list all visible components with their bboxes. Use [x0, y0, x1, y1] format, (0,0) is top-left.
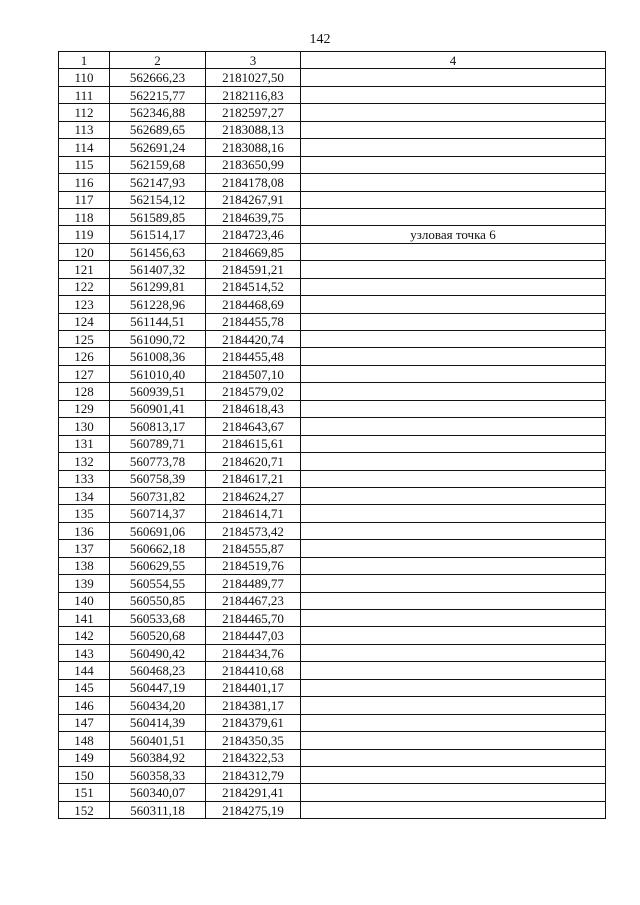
point-number-cell: 114	[59, 139, 110, 156]
point-number-cell: 150	[59, 766, 110, 783]
column-header-4: 4	[301, 52, 606, 69]
point-number-cell: 127	[59, 365, 110, 382]
x-coordinate-cell: 560901,41	[110, 400, 206, 417]
note-cell	[301, 784, 606, 801]
table-row	[59, 278, 606, 295]
point-number-cell: 130	[59, 418, 110, 435]
x-coordinate-cell: 562346,88	[110, 104, 206, 121]
x-coordinate-cell: 560550,85	[110, 592, 206, 609]
table-row	[59, 557, 606, 574]
point-number-cell: 133	[59, 470, 110, 487]
table-row	[59, 296, 606, 313]
x-coordinate-cell: 560691,06	[110, 522, 206, 539]
x-coordinate-cell: 561090,72	[110, 331, 206, 348]
x-coordinate-cell: 561299,81	[110, 278, 206, 295]
point-number-cell: 142	[59, 627, 110, 644]
note-cell	[301, 592, 606, 609]
point-number-cell: 116	[59, 174, 110, 191]
table-row	[59, 679, 606, 696]
point-number-cell: 138	[59, 557, 110, 574]
table-row	[59, 156, 606, 173]
x-coordinate-cell: 560939,51	[110, 383, 206, 400]
note-cell	[301, 732, 606, 749]
y-coordinate-cell: 2184573,42	[206, 522, 301, 539]
y-coordinate-cell: 2184267,91	[206, 191, 301, 208]
note-cell	[301, 348, 606, 365]
x-coordinate-cell: 560773,78	[110, 453, 206, 470]
x-coordinate-cell: 560813,17	[110, 418, 206, 435]
note-cell: узловая точка 6	[301, 226, 606, 243]
point-number-cell: 147	[59, 714, 110, 731]
point-number-cell: 115	[59, 156, 110, 173]
note-cell	[301, 313, 606, 330]
table-row	[59, 697, 606, 714]
point-number-cell: 123	[59, 296, 110, 313]
table-row	[59, 505, 606, 522]
column-header-2: 2	[110, 52, 206, 69]
y-coordinate-cell: 2183088,16	[206, 139, 301, 156]
x-coordinate-cell: 562689,65	[110, 121, 206, 138]
y-coordinate-cell: 2184507,10	[206, 365, 301, 382]
x-coordinate-cell: 560520,68	[110, 627, 206, 644]
y-coordinate-cell: 2184350,35	[206, 732, 301, 749]
note-cell	[301, 139, 606, 156]
note-cell	[301, 627, 606, 644]
note-cell	[301, 383, 606, 400]
y-coordinate-cell: 2184455,48	[206, 348, 301, 365]
y-coordinate-cell: 2184322,53	[206, 749, 301, 766]
x-coordinate-cell: 561407,32	[110, 261, 206, 278]
table-row	[59, 453, 606, 470]
x-coordinate-cell: 561008,36	[110, 348, 206, 365]
note-cell	[301, 714, 606, 731]
y-coordinate-cell: 2184465,70	[206, 610, 301, 627]
table-row	[59, 174, 606, 191]
point-number-cell: 145	[59, 679, 110, 696]
note-cell	[301, 208, 606, 225]
y-coordinate-cell: 2184617,21	[206, 470, 301, 487]
x-coordinate-cell: 560731,82	[110, 487, 206, 504]
x-coordinate-cell: 560662,18	[110, 540, 206, 557]
y-coordinate-cell: 2184379,61	[206, 714, 301, 731]
page-number: 142	[309, 32, 331, 47]
point-number-cell: 118	[59, 208, 110, 225]
table-row	[59, 540, 606, 557]
y-coordinate-cell: 2184275,19	[206, 801, 301, 818]
table-row	[59, 383, 606, 400]
note-cell	[301, 296, 606, 313]
table-row	[59, 749, 606, 766]
note-cell	[301, 261, 606, 278]
y-coordinate-cell: 2181027,50	[206, 69, 301, 86]
table-row	[59, 662, 606, 679]
table-row	[59, 313, 606, 330]
y-coordinate-cell: 2184723,46	[206, 226, 301, 243]
table-row	[59, 766, 606, 783]
point-number-cell: 139	[59, 575, 110, 592]
y-coordinate-cell: 2184381,17	[206, 697, 301, 714]
note-cell	[301, 331, 606, 348]
table-row	[59, 365, 606, 382]
table-row	[59, 121, 606, 138]
point-number-cell: 134	[59, 487, 110, 504]
table-row	[59, 714, 606, 731]
table-row	[59, 69, 606, 86]
table-row	[59, 784, 606, 801]
point-number-cell: 119	[59, 226, 110, 243]
y-coordinate-cell: 2184178,08	[206, 174, 301, 191]
x-coordinate-cell: 560533,68	[110, 610, 206, 627]
x-coordinate-cell: 561456,63	[110, 243, 206, 260]
note-cell	[301, 278, 606, 295]
note-cell	[301, 365, 606, 382]
table-row	[59, 86, 606, 103]
y-coordinate-cell: 2184624,27	[206, 487, 301, 504]
note-cell	[301, 679, 606, 696]
point-number-cell: 124	[59, 313, 110, 330]
y-coordinate-cell: 2184468,69	[206, 296, 301, 313]
table-row	[59, 644, 606, 661]
x-coordinate-cell: 560468,23	[110, 662, 206, 679]
point-number-cell: 143	[59, 644, 110, 661]
point-number-cell: 122	[59, 278, 110, 295]
table-row	[59, 226, 606, 243]
x-coordinate-cell: 562691,24	[110, 139, 206, 156]
note-cell	[301, 69, 606, 86]
table-body	[59, 69, 606, 819]
y-coordinate-cell: 2184519,76	[206, 557, 301, 574]
y-coordinate-cell: 2184467,23	[206, 592, 301, 609]
x-coordinate-cell: 560447,19	[110, 679, 206, 696]
y-coordinate-cell: 2184514,52	[206, 278, 301, 295]
x-coordinate-cell: 560340,07	[110, 784, 206, 801]
note-cell	[301, 505, 606, 522]
point-number-cell: 136	[59, 522, 110, 539]
note-cell	[301, 540, 606, 557]
y-coordinate-cell: 2184420,74	[206, 331, 301, 348]
table-row	[59, 732, 606, 749]
point-number-cell: 112	[59, 104, 110, 121]
x-coordinate-cell: 561010,40	[110, 365, 206, 382]
note-cell	[301, 104, 606, 121]
note-cell	[301, 801, 606, 818]
note-cell	[301, 453, 606, 470]
table-header-row	[59, 52, 606, 69]
table-row	[59, 191, 606, 208]
note-cell	[301, 487, 606, 504]
x-coordinate-cell: 560490,42	[110, 644, 206, 661]
point-number-cell: 146	[59, 697, 110, 714]
table-header	[59, 52, 606, 69]
x-coordinate-cell: 561144,51	[110, 313, 206, 330]
x-coordinate-cell: 560434,20	[110, 697, 206, 714]
point-number-cell: 140	[59, 592, 110, 609]
y-coordinate-cell: 2184434,76	[206, 644, 301, 661]
table-row	[59, 331, 606, 348]
column-header-3: 3	[206, 52, 301, 69]
table-row	[59, 470, 606, 487]
point-number-cell: 141	[59, 610, 110, 627]
x-coordinate-cell: 560358,33	[110, 766, 206, 783]
note-cell	[301, 121, 606, 138]
point-number-cell: 137	[59, 540, 110, 557]
x-coordinate-cell: 560714,37	[110, 505, 206, 522]
point-number-cell: 144	[59, 662, 110, 679]
table-row	[59, 400, 606, 417]
y-coordinate-cell: 2184447,03	[206, 627, 301, 644]
point-number-cell: 126	[59, 348, 110, 365]
y-coordinate-cell: 2182116,83	[206, 86, 301, 103]
y-coordinate-cell: 2184620,71	[206, 453, 301, 470]
note-cell	[301, 86, 606, 103]
y-coordinate-cell: 2184455,78	[206, 313, 301, 330]
table-row	[59, 243, 606, 260]
note-cell	[301, 522, 606, 539]
y-coordinate-cell: 2184401,17	[206, 679, 301, 696]
x-coordinate-cell: 560629,55	[110, 557, 206, 574]
point-number-cell: 113	[59, 121, 110, 138]
x-coordinate-cell: 560384,92	[110, 749, 206, 766]
table-row	[59, 801, 606, 818]
note-cell	[301, 557, 606, 574]
x-coordinate-cell: 562159,68	[110, 156, 206, 173]
note-cell	[301, 435, 606, 452]
x-coordinate-cell: 560758,39	[110, 470, 206, 487]
point-number-cell: 152	[59, 801, 110, 818]
table-row	[59, 627, 606, 644]
x-coordinate-cell: 560554,55	[110, 575, 206, 592]
point-number-cell: 117	[59, 191, 110, 208]
y-coordinate-cell: 2182597,27	[206, 104, 301, 121]
note-cell	[301, 662, 606, 679]
y-coordinate-cell: 2184639,75	[206, 208, 301, 225]
y-coordinate-cell: 2184615,61	[206, 435, 301, 452]
y-coordinate-cell: 2184555,87	[206, 540, 301, 557]
y-coordinate-cell: 2184614,71	[206, 505, 301, 522]
note-cell	[301, 470, 606, 487]
y-coordinate-cell: 2184579,02	[206, 383, 301, 400]
note-cell	[301, 644, 606, 661]
note-cell	[301, 575, 606, 592]
table-row	[59, 104, 606, 121]
point-number-cell: 151	[59, 784, 110, 801]
y-coordinate-cell: 2183088,13	[206, 121, 301, 138]
coordinates-table	[58, 51, 606, 819]
x-coordinate-cell: 560401,51	[110, 732, 206, 749]
x-coordinate-cell: 561514,17	[110, 226, 206, 243]
note-cell	[301, 174, 606, 191]
point-number-cell: 132	[59, 453, 110, 470]
note-cell	[301, 156, 606, 173]
y-coordinate-cell: 2184291,41	[206, 784, 301, 801]
point-number-cell: 111	[59, 86, 110, 103]
note-cell	[301, 766, 606, 783]
point-number-cell: 148	[59, 732, 110, 749]
point-number-cell: 135	[59, 505, 110, 522]
point-number-cell: 149	[59, 749, 110, 766]
table-row	[59, 435, 606, 452]
x-coordinate-cell: 562154,12	[110, 191, 206, 208]
table-row	[59, 610, 606, 627]
point-number-cell: 121	[59, 261, 110, 278]
y-coordinate-cell: 2184312,79	[206, 766, 301, 783]
table-row	[59, 522, 606, 539]
note-cell	[301, 400, 606, 417]
x-coordinate-cell: 562147,93	[110, 174, 206, 191]
y-coordinate-cell: 2184669,85	[206, 243, 301, 260]
note-cell	[301, 243, 606, 260]
column-header-1: 1	[59, 52, 110, 69]
x-coordinate-cell: 562215,77	[110, 86, 206, 103]
x-coordinate-cell: 560789,71	[110, 435, 206, 452]
table-row	[59, 348, 606, 365]
point-number-cell: 125	[59, 331, 110, 348]
y-coordinate-cell: 2184591,21	[206, 261, 301, 278]
point-number-cell: 129	[59, 400, 110, 417]
y-coordinate-cell: 2184618,43	[206, 400, 301, 417]
table-row	[59, 418, 606, 435]
y-coordinate-cell: 2184410,68	[206, 662, 301, 679]
table-row	[59, 208, 606, 225]
table-row	[59, 487, 606, 504]
point-number-cell: 128	[59, 383, 110, 400]
table-row	[59, 575, 606, 592]
x-coordinate-cell: 561589,85	[110, 208, 206, 225]
table-row	[59, 139, 606, 156]
x-coordinate-cell: 560311,18	[110, 801, 206, 818]
x-coordinate-cell: 562666,23	[110, 69, 206, 86]
note-cell	[301, 749, 606, 766]
note-cell	[301, 418, 606, 435]
y-coordinate-cell: 2183650,99	[206, 156, 301, 173]
y-coordinate-cell: 2184489,77	[206, 575, 301, 592]
y-coordinate-cell: 2184643,67	[206, 418, 301, 435]
x-coordinate-cell: 561228,96	[110, 296, 206, 313]
x-coordinate-cell: 560414,39	[110, 714, 206, 731]
note-cell	[301, 610, 606, 627]
note-cell	[301, 191, 606, 208]
point-number-cell: 110	[59, 69, 110, 86]
note-cell	[301, 697, 606, 714]
table-row	[59, 261, 606, 278]
point-number-cell: 120	[59, 243, 110, 260]
point-number-cell: 131	[59, 435, 110, 452]
table-row	[59, 592, 606, 609]
